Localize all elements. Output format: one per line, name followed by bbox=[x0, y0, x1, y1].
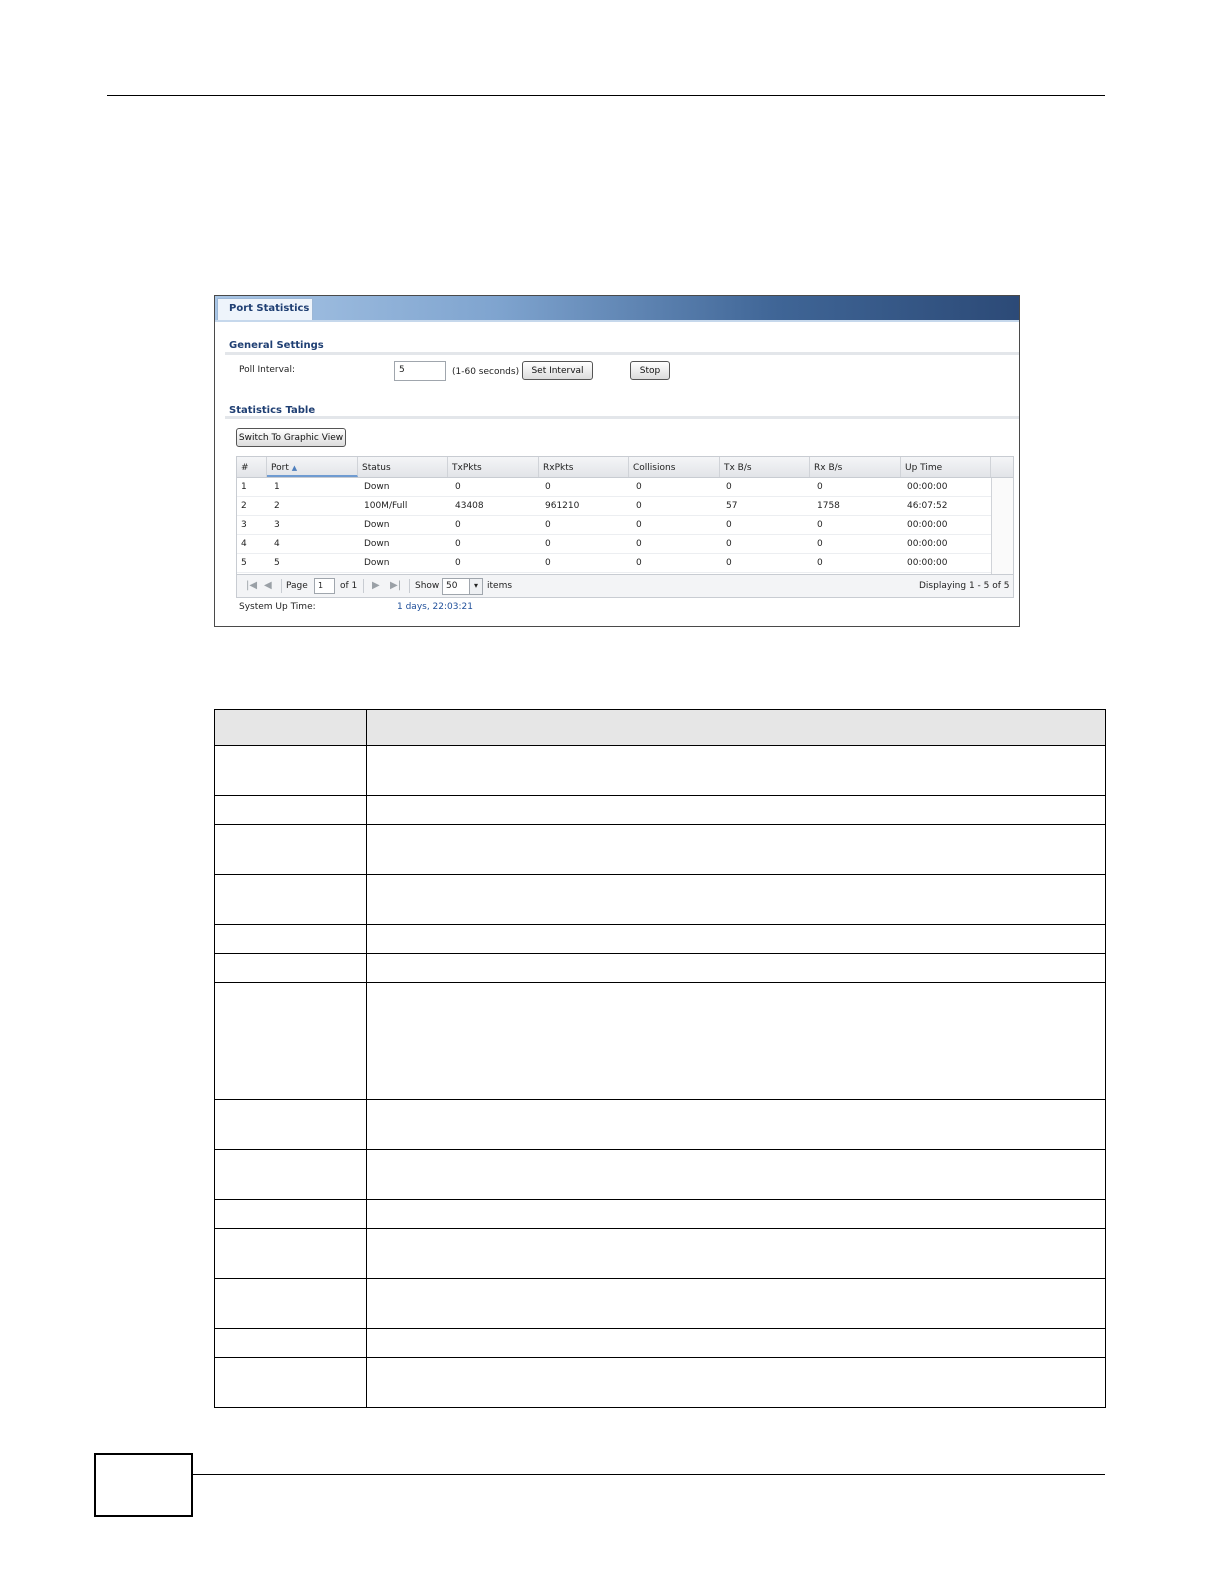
table-cell bbox=[367, 1229, 1106, 1279]
column-header-up-time[interactable] bbox=[901, 457, 991, 477]
section-divider bbox=[225, 352, 1019, 355]
column-header-tx-bps[interactable] bbox=[720, 457, 810, 477]
page-number-box bbox=[94, 1453, 193, 1517]
tab-underline bbox=[215, 320, 1019, 322]
table-row[interactable] bbox=[237, 554, 991, 573]
cell-tx-bps: 0 bbox=[726, 539, 732, 549]
cell-up-time: 00:00:00 bbox=[907, 482, 948, 492]
table-cell bbox=[215, 1200, 367, 1229]
page-count-label: of 1 bbox=[340, 581, 358, 591]
cell-rx-bps: 0 bbox=[817, 520, 823, 530]
first-page-icon[interactable]: |◀ bbox=[246, 580, 258, 591]
table-row bbox=[215, 796, 1106, 825]
pager-separator bbox=[409, 579, 410, 593]
table-row bbox=[215, 1100, 1106, 1150]
cell-index: 2 bbox=[241, 501, 247, 511]
table-cell bbox=[367, 1150, 1106, 1200]
cell-collisions: 0 bbox=[636, 558, 642, 568]
table-row bbox=[215, 1200, 1106, 1229]
column-header-txpkts[interactable] bbox=[448, 457, 539, 477]
column-header-label: Up Time bbox=[905, 463, 943, 473]
items-label: items bbox=[487, 581, 513, 591]
table-row bbox=[215, 746, 1106, 796]
column-header-port[interactable] bbox=[267, 457, 358, 477]
table-row bbox=[215, 954, 1106, 983]
cell-index: 3 bbox=[241, 520, 247, 530]
cell-tx-bps: 57 bbox=[726, 501, 738, 511]
table-row bbox=[215, 983, 1106, 1100]
cell-rxpkts: 0 bbox=[545, 539, 551, 549]
table-cell bbox=[215, 1279, 367, 1329]
page-label: Page bbox=[286, 581, 308, 591]
table-row bbox=[215, 925, 1106, 954]
table-cell bbox=[215, 1150, 367, 1200]
cell-port: 3 bbox=[274, 520, 280, 530]
table-row bbox=[215, 1279, 1106, 1329]
table-cell bbox=[367, 1358, 1106, 1408]
table-cell bbox=[215, 983, 367, 1100]
cell-rx-bps: 0 bbox=[817, 482, 823, 492]
table-cell bbox=[215, 825, 367, 875]
table-cell bbox=[367, 1100, 1106, 1150]
table-cell bbox=[367, 796, 1106, 825]
column-header-label: RxPkts bbox=[543, 463, 574, 473]
cell-up-time: 46:07:52 bbox=[907, 501, 948, 511]
field-description-table bbox=[214, 709, 1106, 1408]
table-row[interactable] bbox=[237, 535, 991, 554]
table-cell bbox=[367, 746, 1106, 796]
column-header-rxpkts[interactable] bbox=[539, 457, 629, 477]
stop-button[interactable]: Stop bbox=[630, 361, 670, 380]
section-divider bbox=[225, 416, 1019, 419]
displaying-count: Displaying 1 - 5 of 5 bbox=[919, 581, 1010, 591]
cell-rx-bps: 0 bbox=[817, 539, 823, 549]
table-cell bbox=[215, 1229, 367, 1279]
cell-txpkts: 0 bbox=[455, 482, 461, 492]
set-interval-button[interactable]: Set Interval bbox=[522, 361, 593, 380]
table-cell bbox=[367, 983, 1106, 1100]
table-cell bbox=[215, 925, 367, 954]
cell-collisions: 0 bbox=[636, 520, 642, 530]
cell-index: 5 bbox=[241, 558, 247, 568]
cell-up-time: 00:00:00 bbox=[907, 558, 948, 568]
cell-collisions: 0 bbox=[636, 539, 642, 549]
cell-port: 4 bbox=[274, 539, 280, 549]
cell-rxpkts: 961210 bbox=[545, 501, 580, 511]
cell-txpkts: 43408 bbox=[455, 501, 484, 511]
cell-collisions: 0 bbox=[636, 501, 642, 511]
sort-ascending-icon: ▲ bbox=[291, 464, 298, 472]
cell-status: Down bbox=[364, 482, 390, 492]
table-cell bbox=[367, 825, 1106, 875]
page-size-select[interactable] bbox=[442, 578, 483, 595]
table-cell bbox=[367, 925, 1106, 954]
cell-rxpkts: 0 bbox=[545, 558, 551, 568]
table-cell bbox=[215, 954, 367, 983]
footer-rule bbox=[193, 1474, 1105, 1475]
column-header-collisions[interactable] bbox=[629, 457, 720, 477]
cell-collisions: 0 bbox=[636, 482, 642, 492]
statistics-table-heading: Statistics Table bbox=[229, 405, 316, 416]
cell-port: 2 bbox=[274, 501, 280, 511]
table-row[interactable] bbox=[237, 497, 991, 516]
table-cell bbox=[367, 1329, 1106, 1358]
column-header-label: Port bbox=[271, 463, 289, 473]
port-statistics-panel bbox=[214, 295, 1020, 627]
cell-tx-bps: 0 bbox=[726, 558, 732, 568]
cell-rx-bps: 1758 bbox=[817, 501, 840, 511]
cell-up-time: 00:00:00 bbox=[907, 539, 948, 549]
cell-up-time: 00:00:00 bbox=[907, 520, 948, 530]
show-label: Show bbox=[415, 581, 440, 591]
cell-port: 1 bbox=[274, 482, 280, 492]
table-row bbox=[215, 1150, 1106, 1200]
header-cell bbox=[215, 710, 367, 746]
table-header-row bbox=[215, 710, 1106, 746]
last-page-icon[interactable]: ▶| bbox=[390, 580, 402, 591]
switch-to-graphic-view-button[interactable]: Switch To Graphic View bbox=[236, 428, 346, 447]
cell-port: 5 bbox=[274, 558, 280, 568]
tab-bar bbox=[215, 296, 1019, 320]
cell-rxpkts: 0 bbox=[545, 520, 551, 530]
header-cell bbox=[367, 710, 1106, 746]
table-cell bbox=[367, 875, 1106, 925]
table-cell bbox=[215, 1358, 367, 1408]
cell-status: Down bbox=[364, 558, 390, 568]
table-row[interactable] bbox=[237, 478, 991, 497]
header-rule bbox=[107, 95, 1105, 96]
column-header-label: Collisions bbox=[633, 463, 676, 473]
column-header-label: TxPkts bbox=[452, 463, 482, 473]
table-cell bbox=[367, 954, 1106, 983]
cell-txpkts: 0 bbox=[455, 520, 461, 530]
page-size-value: 50 bbox=[446, 581, 458, 591]
column-header-status[interactable] bbox=[358, 457, 448, 477]
cell-rx-bps: 0 bbox=[817, 558, 823, 568]
column-header-rx-bps[interactable] bbox=[810, 457, 901, 477]
system-up-time-label: System Up Time: bbox=[239, 602, 316, 612]
cell-index: 4 bbox=[241, 539, 247, 549]
table-cell bbox=[215, 1329, 367, 1358]
cell-status: Down bbox=[364, 520, 390, 530]
table-cell bbox=[215, 875, 367, 925]
system-up-time-value: 1 days, 22:03:21 bbox=[397, 602, 473, 612]
tab-port-statistics[interactable]: Port Statistics bbox=[217, 298, 313, 320]
table-cell bbox=[367, 1279, 1106, 1329]
pagination-bar bbox=[237, 574, 1013, 597]
cell-status: 100M/Full bbox=[364, 501, 408, 511]
grid-header bbox=[237, 457, 1013, 478]
column-header-label: Tx B/s bbox=[724, 463, 752, 473]
column-header-label: Status bbox=[362, 463, 391, 473]
pager-separator bbox=[363, 579, 364, 593]
poll-interval-input[interactable]: 5 bbox=[394, 361, 446, 381]
cell-status: Down bbox=[364, 539, 390, 549]
table-row bbox=[215, 825, 1106, 875]
cell-tx-bps: 0 bbox=[726, 482, 732, 492]
cell-tx-bps: 0 bbox=[726, 520, 732, 530]
column-header-label: Rx B/s bbox=[814, 463, 843, 473]
table-row bbox=[215, 1358, 1106, 1408]
statistics-grid bbox=[236, 456, 1014, 598]
general-settings-heading: General Settings bbox=[229, 340, 324, 351]
cell-rxpkts: 0 bbox=[545, 482, 551, 492]
page-number-input[interactable]: 1 bbox=[314, 578, 335, 594]
table-row[interactable] bbox=[237, 516, 991, 535]
cell-index: 1 bbox=[241, 482, 247, 492]
next-page-icon[interactable]: ▶ bbox=[372, 580, 380, 591]
table-cell bbox=[367, 1200, 1106, 1229]
table-cell bbox=[215, 796, 367, 825]
column-header-label: # bbox=[241, 463, 249, 473]
prev-page-icon[interactable]: ◀ bbox=[264, 580, 272, 591]
poll-interval-label: Poll Interval: bbox=[239, 365, 295, 375]
poll-interval-range: (1-60 seconds) bbox=[452, 367, 520, 377]
column-header-index[interactable] bbox=[237, 457, 267, 477]
cell-txpkts: 0 bbox=[455, 558, 461, 568]
table-row bbox=[215, 875, 1106, 925]
pager-separator bbox=[281, 579, 282, 593]
table-cell bbox=[215, 746, 367, 796]
grid-scrollbar[interactable] bbox=[991, 478, 1013, 574]
table-row bbox=[215, 1229, 1106, 1279]
table-row bbox=[215, 1329, 1106, 1358]
cell-txpkts: 0 bbox=[455, 539, 461, 549]
chevron-down-icon[interactable]: ▾ bbox=[469, 579, 482, 594]
table-cell bbox=[215, 1100, 367, 1150]
